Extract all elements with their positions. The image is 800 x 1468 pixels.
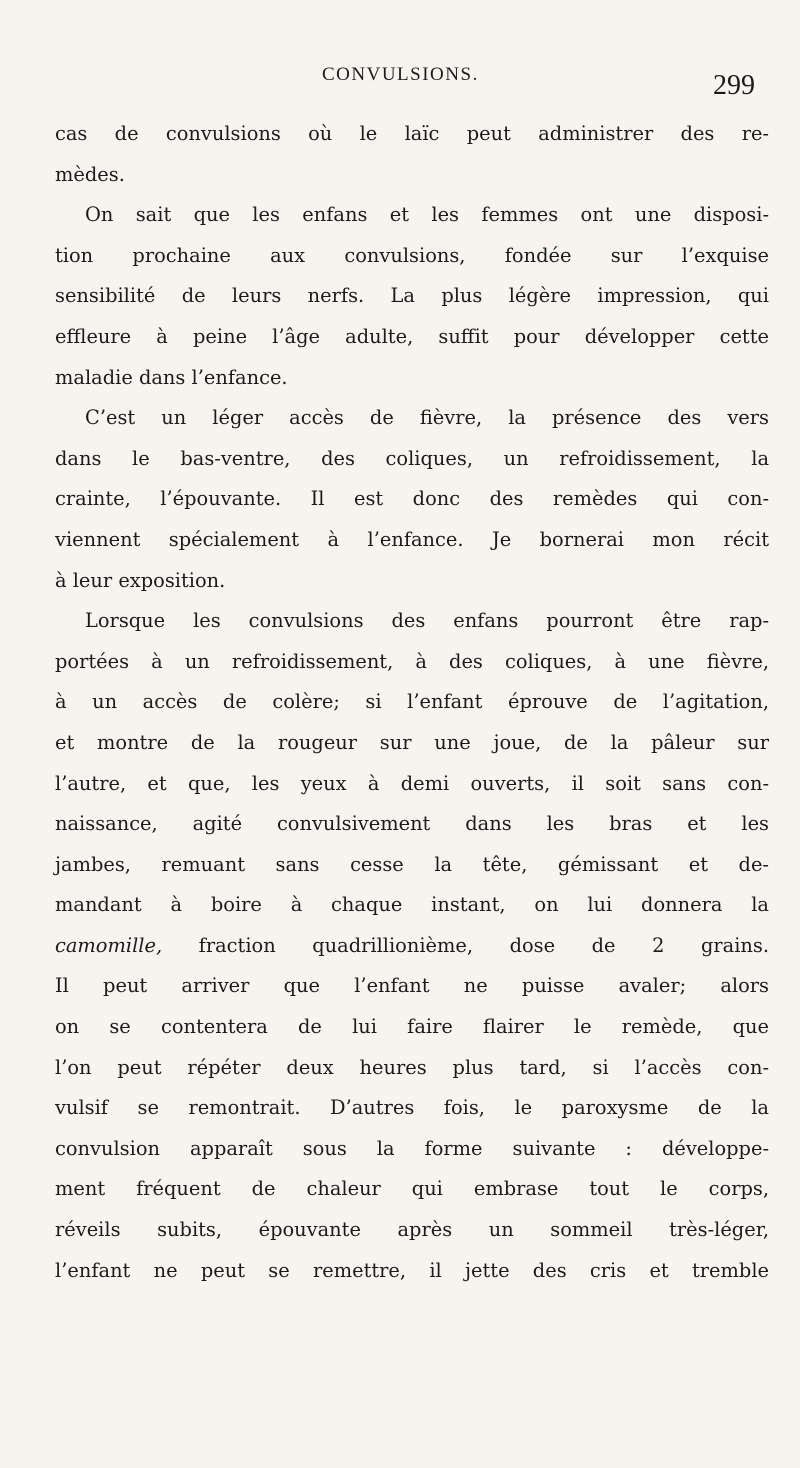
text-line: On sait que les enfans et les femmes ont une disposi- (85, 203, 769, 227)
text-line: viennent spécialement à l’enfance. Je bornerai mon récit (55, 527, 769, 551)
text-line: ment fréquent de chaleur qui embrase tout le corps, (55, 1177, 769, 1201)
remedy-dose: fraction quadrillionième, dose de 2 grains. (162, 933, 769, 957)
text-line: et montre de la rougeur sur une joue, de la pâleur sur (55, 730, 769, 754)
text-line: Lorsque les convulsions des enfans pourront être rap- (85, 609, 769, 633)
text-line: crainte, l’épouvante. Il est donc des remèdes qui con- (55, 487, 769, 511)
text-line: maladie dans l’enfance. (55, 365, 288, 389)
text-line: effleure à peine l’âge adulte, suffit pour développer cette (55, 324, 769, 348)
text-line: dans le bas-ventre, des coliques, un refroidissement, la (55, 446, 769, 470)
text-line: mèdes. (55, 162, 125, 186)
page-number: 299 (713, 70, 755, 101)
text-line: naissance, agité convulsivement dans les bras et les (55, 812, 769, 836)
text-line: vulsif se remontrait. D’autres fois, le paroxysme de la (55, 1096, 769, 1120)
text-line: on se contentera de lui faire flairer le remède, que (55, 1015, 769, 1039)
remedy-name: camomille, (55, 933, 163, 957)
text-line: réveils subits, épouvante après un sommeil très-léger, (55, 1218, 769, 1242)
running-head (0, 64, 800, 100)
text-line: mandant à boire à chaque instant, on lui donnera la (55, 893, 769, 917)
paragraph-1 (55, 114, 769, 195)
body-text (55, 114, 769, 1291)
text-line: à un accès de colère; si l’enfant éprouve de l’agitation, (55, 690, 769, 714)
text-line: tion prochaine aux convulsions, fondée sur l’exquise (55, 243, 769, 267)
paragraph-4 (55, 601, 769, 1291)
text-line: Il peut arriver que l’enfant ne puisse avaler; alors (55, 974, 769, 998)
text-line: convulsion apparaît sous la forme suivante : développe- (55, 1136, 769, 1160)
running-title: CONVULSIONS. (322, 64, 479, 85)
text-line: portées à un refroidissement, à des coliques, à une fièvre, (55, 649, 769, 673)
text-line: C’est un léger accès de fièvre, la présence des vers (85, 406, 769, 430)
text-line: l’enfant ne peut se remettre, il jette des cris et tremble (55, 1258, 769, 1282)
text-line: cas de convulsions où le laïc peut administrer des re- (55, 122, 769, 145)
text-line: l’autre, et que, les yeux à demi ouverts, il soit sans con- (55, 771, 769, 795)
remedy-line (55, 926, 769, 967)
paragraph-2 (55, 195, 769, 398)
text-line: jambes, remuant sans cesse la tête, gémissant et de- (55, 852, 769, 876)
text-line: sensibilité de leurs nerfs. La plus légère impression, qui (55, 284, 769, 308)
text-line: à leur exposition. (55, 568, 226, 592)
text-line: l’on peut répéter deux heures plus tard, si l’accès con- (55, 1055, 769, 1079)
paragraph-3 (55, 398, 769, 601)
